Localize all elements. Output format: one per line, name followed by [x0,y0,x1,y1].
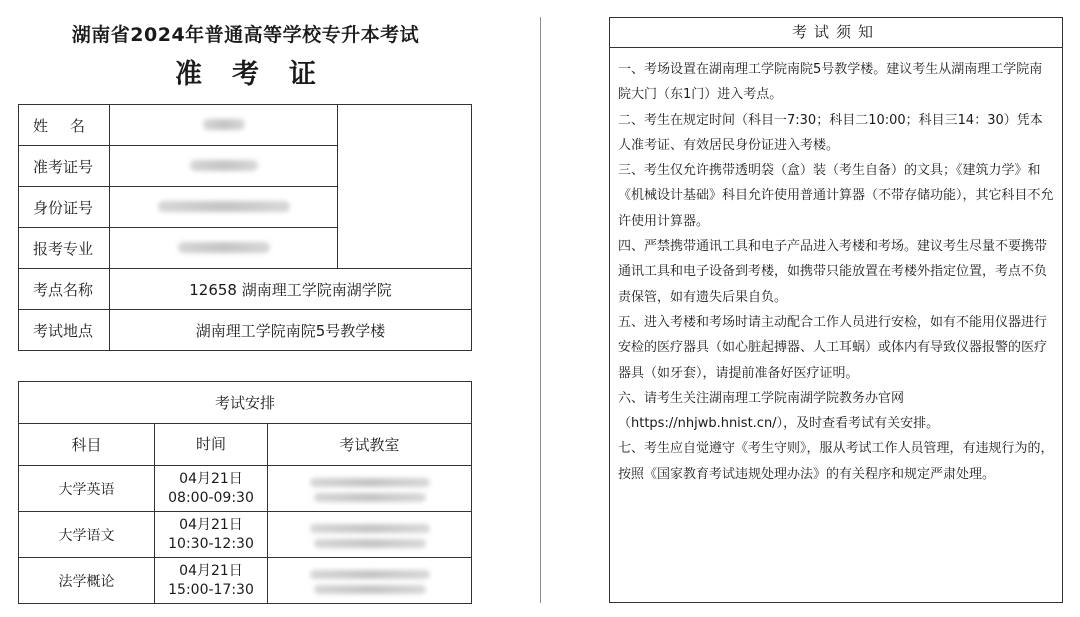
photo-area [338,105,472,269]
room-cell-redacted [268,466,472,512]
table-row [19,466,472,512]
column-header-subject: 科目 [19,424,155,466]
page-divider [540,17,541,603]
column-header-room: 考试教室 [268,424,472,466]
notice-item: 一、考场设置在湖南理工学院南院5号教学楼。建议考生从湖南理工学院南院大门（东1门）进入考点。 [618,62,1043,103]
exam-site-name-value: 12658 湖南理工学院南湖学院 [110,269,472,310]
notice-title: 考试须知 [610,18,1062,48]
ticket-number-label: 准考证号 [19,146,110,187]
exam-site-address-label: 考试地点 [19,310,110,351]
column-header-time: 时间 [155,424,268,466]
subject-cell: 大学英语 [19,466,155,512]
subject-cell: 法学概论 [19,558,155,604]
table-row [19,558,472,604]
exam-site-name-label: 考点名称 [19,269,110,310]
exam-notice-box [609,17,1063,603]
id-number-label: 身份证号 [19,187,110,228]
exam-time: 08:00-09:30 [168,489,254,506]
exam-date: 04月21日 [179,470,243,487]
major-label: 报考专业 [19,228,110,269]
exam-date: 04月21日 [179,562,243,579]
candidate-info-table [18,104,472,351]
time-cell [155,512,268,558]
id-number-value-redacted [110,187,338,228]
exam-site-address-value: 湖南理工学院南院5号教学楼 [110,310,472,351]
notice-item: 六、请考生关注湖南理工学院南湖学院教务办官网（https://nhjwb.hnist.cn/），及时查看考试有关安排。 [618,390,940,432]
exam-schedule-table [18,381,472,604]
notice-item: 二、考生在规定时间（科目一7:30；科目二10:00；科目三14：30）凭本人准考证、有效居民身份证进入考楼。 [618,112,1043,153]
ticket-number-value-redacted [110,146,338,187]
notice-item: 五、进入考楼和考场时请主动配合工作人员进行安检，如有不能用仪器进行安检的医疗器具（如心脏起搏器、人工耳蜗）或体内有导致仪器报警的医疗器具（如牙套），请提前准备好医疗证明。 [618,314,1048,381]
major-value-redacted [110,228,338,269]
notice-item: 七、考生应自觉遵守《考生守则》，服从考试工作人员管理，有违规行为的，按照《国家教育考试违规处理办法》的有关程序和规定严肃处理。 [618,441,1054,482]
room-cell-redacted [268,512,472,558]
time-cell [155,466,268,512]
exam-time: 10:30-12:30 [168,535,254,552]
notice-item: 三、考生仅允许携带透明袋（盒）装（考生自备）的文具；《建筑力学》和《机械设计基础》科目允许使用普通计算器（不带存储功能），其它科目不允许使用计算器。 [618,163,1054,229]
document-title: 湖南省2024年普通高等学校专升本考试 [71,24,420,46]
notice-body [610,48,1062,487]
exam-date: 04月21日 [179,516,243,533]
admission-ticket-heading: 准考证 [175,59,346,90]
exam-time: 15:00-17:30 [168,581,254,598]
subject-cell: 大学语文 [19,512,155,558]
notice-item: 四、严禁携带通讯工具和电子产品进入考楼和考场。建议考生尽量不要携带通讯工具和电子设备到考楼，如携带只能放置在考楼外指定位置，考点不负责保管，如有遗失后果自负。 [618,239,1048,305]
time-cell [155,558,268,604]
name-value-redacted [110,105,338,146]
room-cell-redacted [268,558,472,604]
schedule-title: 考试安排 [19,382,472,424]
name-label: 姓名 [19,105,110,146]
table-row [19,512,472,558]
